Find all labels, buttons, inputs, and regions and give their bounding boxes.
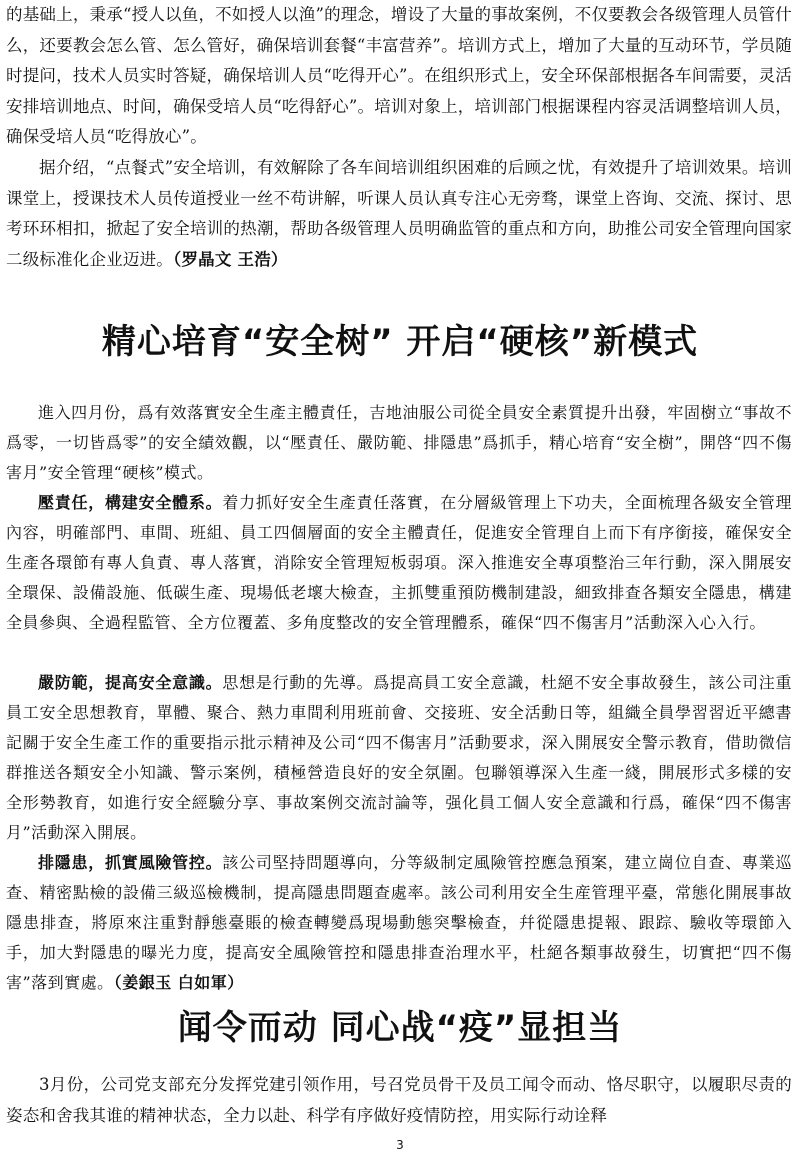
article2-section3 — [6, 848, 792, 998]
article1-byline: （罗晶文 王浩） — [173, 249, 288, 269]
article2-intro — [6, 398, 792, 488]
article2-byline: （姜銀玉 白如軍） — [113, 973, 244, 992]
article2-intro-text: 進入四月份，爲有效落實安全生產主體責任，吉地油服公司從全員安全素質提升出發，牢固樹立“事故不爲零，一切皆爲零”的安全績效觀，以“壓責任、嚴防範、排隱患”爲抓手，精心培育“安全樹”，開啓“四不傷害月”安全管理“硬核”模式。 — [6, 403, 792, 482]
page-number: 3 — [396, 1138, 404, 1152]
article2-section2 — [6, 668, 792, 848]
section3-body: 該公司堅持問題導向，分等級制定風險管控應急預案，建立崗位自查、專業巡查、精密點檢的設備三級巡檢機制，提高隱患問題查處率。該公司利用安全生産管理平臺，常態化開展事故隱患排查，將原來注重對靜態臺賬的檢查轉變爲現場動態突擊檢查，幷從隱患提報、跟踪、驗收等環節入手，加大對隱患的曝光力度，提高安全風險管控和隱患排查治理水平，杜絕各類事故發生，切實把“四不傷害”落到實處。 — [6, 853, 792, 992]
article1-paragraph1 — [6, 0, 792, 153]
article3-paragraph1 — [6, 1070, 792, 1131]
article1-paragraph2-text: 据介绍，“点餐式”安全培训，有效解除了各车间培训组织困难的后顾之忧，有效提升了培训效果。培训课堂上，授课技术人员传道授业一丝不苟讲解，听课人员认真专注心无旁骛，课堂上咨询、交流、探讨、思考环环相扣，掀起了安全培训的热潮，帮助各级管理人员明确监管的重点和方向，助推公司安全管理向国家二级标准化企业迈进。 — [6, 158, 792, 269]
section1-body: 着力抓好安全生產責任落實，在分層級管理上下功夫，全面梳理各級安全管理內容，明確部門、車間、班組、員工四個層面的安全主體責任，促進安全管理自上而下有序銜接，確保安全生產各環節有專人負責、專人落實，消除安全管理短板弱項。深入推進安全專項整治三年行動，深入開展安全環保、設備設施、低碳生產、現場低老壞大檢查，主抓雙重預防機制建設，細致排查各類安全隱患，構建全員參與、全過程監管、全方位覆蓋、多角度整改的安全管理體系，確保“四不傷害月”活動深入心入行。 — [6, 493, 792, 632]
article3-paragraph1-text: 3月份，公司党支部充分发挥党建引领作用，号召党员骨干及员工闻令而动、恪尽职守，以履职尽责的姿态和舍我其谁的精神状态，全力以赴、科学有序做好疫情防控，用实际行动诠释 — [6, 1075, 792, 1125]
article3-title: 闻令而动 同心战“疫”显担当 — [177, 1008, 623, 1048]
section1-lead: 壓責任，構建安全體系。 — [38, 493, 223, 512]
section2-lead: 嚴防範，提高安全意識。 — [38, 673, 223, 692]
section3-lead: 排隱患，抓實風險管控。 — [38, 853, 223, 872]
article1-paragraph1-text: 的基础上，秉承“授人以鱼，不如授人以渔”的理念，增设了大量的事故案例，不仅要教会各级管理人员管什么，还要教会怎么管、怎么管好，确保培训套餐“丰富营养”。培训方式上，增加了大量的互动环节，学员随时提问，技术人员实时答疑，确保培训人员“吃得开心”。在组织形式上，安全环保部根据各车间需要，灵活安排培训地点、时间，确保受培人员“吃得舒心”。培训对象上，培训部门根据课程内容灵活调整培训人员，确保受培人员“吃得放心”。 — [6, 5, 792, 146]
section2-body: 思想是行動的先導。爲提高員工安全意識，杜絕不安全事故發生，該公司注重員工安全思想教育，單體、聚合、熱力車間利用班前會、交接班、安全活動日等，組織全員學習習近平總書記關于安全生產工作的重要指示批示精神及公司“四不傷害月”活動要求，深入開展安全警示教育，借助微信群推送各類安全小知識、警示案例，積極營造良好的安全氛圍。包聯領導深入生產一綫，開展形式多樣的安全形勢教育，如進行安全經驗分享、事故案例交流討論等，强化員工個人安全意識和行爲，確保“四不傷害月”活動深入開展。 — [6, 673, 792, 842]
article2-title: 精心培育“安全树” 开启“硬核”新模式 — [101, 322, 699, 362]
article1-paragraph2 — [6, 153, 792, 275]
article2-section1 — [6, 488, 792, 638]
